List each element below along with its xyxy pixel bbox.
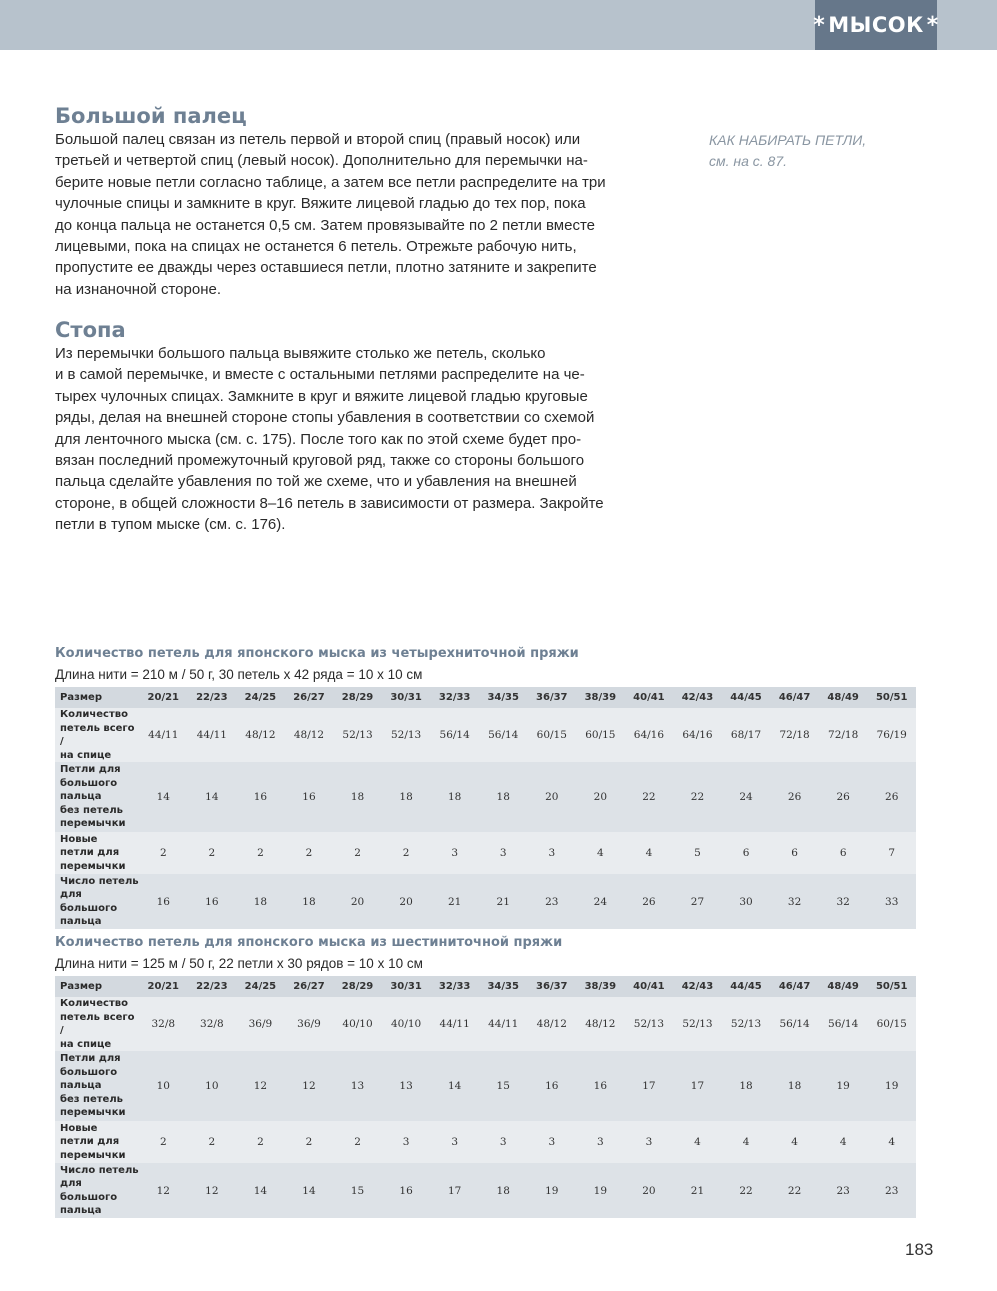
size-header: 22/23 xyxy=(196,981,228,992)
table-cell: 56/14 xyxy=(439,729,470,741)
table-cell: 16 xyxy=(253,791,268,803)
row-label-line: Петли для xyxy=(60,764,121,776)
table-cell: 3 xyxy=(451,847,458,859)
row-label-line: пальца xyxy=(60,916,102,927)
table-cell: 23 xyxy=(836,1184,850,1197)
side-note xyxy=(709,130,866,172)
size-header: 32/33 xyxy=(438,981,471,992)
table-row xyxy=(55,708,916,762)
size-header: 40/41 xyxy=(633,981,665,992)
size-header: 42/43 xyxy=(681,692,714,703)
table-cell: 18 xyxy=(496,791,510,803)
table-cell: 20 xyxy=(642,1184,656,1197)
thumb-paragraph xyxy=(55,129,635,300)
table-row xyxy=(55,1163,916,1218)
table-cell: 26 xyxy=(836,791,850,803)
row-label-line: Число петель xyxy=(60,1164,139,1176)
table-cell: 18 xyxy=(253,895,268,908)
table-cell: 19 xyxy=(885,1080,899,1092)
row-label-line: пальца xyxy=(60,1080,102,1092)
table-cell: 2 xyxy=(159,847,167,859)
table-cell: 30 xyxy=(739,895,753,908)
row-label-line: петли для xyxy=(60,847,120,859)
table-cell: 17 xyxy=(642,1080,656,1092)
table-cell: 3 xyxy=(548,1136,556,1148)
table-cell: 16 xyxy=(545,1080,559,1092)
size-header: 30/31 xyxy=(390,981,422,992)
table-cell: 21 xyxy=(690,1184,705,1197)
table-cell: 10 xyxy=(156,1080,170,1092)
row-label-line: перемычки xyxy=(60,1149,126,1161)
table-cell: 23 xyxy=(545,895,559,908)
table-cell: 18 xyxy=(399,791,413,803)
table-cell: 15 xyxy=(350,1184,365,1197)
table-cell: 16 xyxy=(399,1184,413,1197)
table-cell: 64/16 xyxy=(682,729,713,741)
table-cell: 48/12 xyxy=(293,729,325,741)
row-label-line: петель всего / xyxy=(60,1011,135,1036)
size-header: 28/29 xyxy=(341,981,374,992)
text-line: Большой палец связан из петель первой и второй спиц (правый носок) или xyxy=(55,131,581,148)
table-cell: 18 xyxy=(739,1080,753,1092)
table-cell: 52/13 xyxy=(342,729,373,741)
table-cell: 3 xyxy=(645,1136,653,1148)
table-cell: 4 xyxy=(694,1136,701,1148)
table-cell: 36/9 xyxy=(297,1018,321,1030)
table-cell: 52/13 xyxy=(390,729,422,741)
text-line: на изнаночной стороне. xyxy=(55,280,221,298)
section-tag xyxy=(815,0,937,50)
row-label-line: Количество xyxy=(60,998,128,1009)
row-label-line: Новые xyxy=(60,1122,98,1134)
size-header: 34/35 xyxy=(487,981,519,992)
table-cell: 18 xyxy=(447,791,462,803)
table-cell: 33 xyxy=(885,895,899,908)
size-header: 26/27 xyxy=(293,981,325,992)
table-cell: 12 xyxy=(205,1184,219,1197)
row-label xyxy=(55,874,139,929)
row-label xyxy=(55,1121,139,1163)
foot-heading: Стопа xyxy=(55,318,126,342)
table-cell: 40/10 xyxy=(342,1018,373,1030)
table-cell: 72/18 xyxy=(779,729,810,741)
row-label xyxy=(55,1051,139,1121)
size-header: 42/43 xyxy=(681,981,714,992)
table-subtitle: Длина нити = 210 м / 50 г, 30 петель x 42 ряда = 10 x 10 см xyxy=(55,667,423,682)
table-cell: 27 xyxy=(690,895,705,908)
text-line: и в самой перемычке, и вместе с остальными петлями распределите на че- xyxy=(55,366,585,384)
table-cell: 12 xyxy=(302,1080,316,1092)
table-cell: 16 xyxy=(593,1080,608,1092)
table-cell: 20 xyxy=(593,791,608,803)
table-cell: 16 xyxy=(156,895,170,908)
size-header: 32/33 xyxy=(438,692,471,703)
table-cell: 14 xyxy=(205,791,219,803)
size-header: 36/37 xyxy=(536,692,568,703)
text-line: стороне, в общей сложности 8–16 петель в зависимости от размера. Закройте xyxy=(55,494,604,512)
table-cell: 19 xyxy=(545,1184,559,1197)
table-cell: 3 xyxy=(597,1136,604,1148)
table-row xyxy=(55,1051,916,1121)
text-line: для ленточного мыска (см. с. 175). После того как по этой схеме будет про- xyxy=(55,430,582,448)
table-cell: 20 xyxy=(350,895,365,908)
table-cell: 44/11 xyxy=(196,729,227,741)
table-cell: 48/12 xyxy=(585,1018,616,1030)
table-cell: 64/16 xyxy=(633,729,665,741)
table-row xyxy=(55,762,916,832)
table-cell: 56/14 xyxy=(488,729,519,741)
table-cell: 72/18 xyxy=(828,729,859,741)
table-title: Количество петель для японского мыска из четырехниточной пряжи xyxy=(55,646,579,661)
row-label-line: Петли для xyxy=(60,1053,121,1065)
side-note-line: КАК НАБИРАТЬ ПЕТЛИ, xyxy=(709,132,867,148)
table-cell: 7 xyxy=(888,847,896,859)
page-number: 183 xyxy=(905,1240,934,1259)
size-header: 24/25 xyxy=(244,692,277,703)
size-header: 46/47 xyxy=(778,981,811,992)
table-row xyxy=(55,874,916,929)
row-label-line: петель всего / xyxy=(60,722,135,747)
star-icon: * xyxy=(926,12,939,38)
table-cell: 4 xyxy=(839,1136,847,1148)
table-cell: 6 xyxy=(742,847,750,859)
row-label-line: перемычки xyxy=(60,1107,126,1119)
size-header: 36/37 xyxy=(536,981,568,992)
table-cell: 32 xyxy=(836,895,850,908)
table-cell: 4 xyxy=(888,1136,896,1148)
table-cell: 52/13 xyxy=(682,1018,713,1030)
row-label-line: для большого xyxy=(60,889,118,914)
size-header: 48/49 xyxy=(827,692,859,703)
table-cell: 26 xyxy=(885,791,899,803)
row-label-line: перемычки xyxy=(60,860,126,872)
size-header: 50/51 xyxy=(875,692,908,703)
header-label: Размер xyxy=(60,980,103,992)
table-cell: 17 xyxy=(447,1184,462,1197)
row-label xyxy=(55,762,139,832)
table-cell: 3 xyxy=(499,847,507,859)
row-label-line: без петель xyxy=(60,1093,123,1105)
table-cell: 14 xyxy=(302,1184,316,1197)
table-cell: 22 xyxy=(739,1184,753,1197)
size-header: 26/27 xyxy=(293,692,325,703)
table-cell: 32/8 xyxy=(200,1018,224,1030)
table-cell: 21 xyxy=(496,895,510,908)
table-cell: 32 xyxy=(787,895,802,908)
size-header: 46/47 xyxy=(778,692,811,703)
table-cell: 56/14 xyxy=(828,1018,859,1030)
row-label-line: Число петель xyxy=(60,875,139,887)
table-cell: 12 xyxy=(253,1080,268,1092)
size-header: 48/49 xyxy=(827,981,859,992)
table-title: Количество петель для японского мыска из шестиниточной пряжи xyxy=(55,935,563,950)
table-cell: 2 xyxy=(402,847,410,859)
size-header: 50/51 xyxy=(875,981,908,992)
table-cell: 44/11 xyxy=(488,1018,519,1030)
table-cell: 22 xyxy=(690,791,705,803)
row-label xyxy=(55,708,139,762)
table-cell: 68/17 xyxy=(730,729,762,741)
table-cell: 60/15 xyxy=(585,729,616,741)
size-header: 28/29 xyxy=(341,692,374,703)
table-cell: 44/11 xyxy=(439,1018,470,1030)
row-label xyxy=(55,1163,139,1218)
table-cell: 18 xyxy=(496,1184,510,1197)
thumb-heading: Большой палец xyxy=(55,104,247,128)
table-cell: 2 xyxy=(257,1136,264,1148)
table-cell: 3 xyxy=(451,1136,458,1148)
size-header: 38/39 xyxy=(584,981,617,992)
size-header: 34/35 xyxy=(487,692,519,703)
table-cell: 10 xyxy=(205,1080,219,1092)
size-header: 40/41 xyxy=(633,692,665,703)
text-line: пропустите ее дважды через оставшиеся петли, плотно затяните и закрепите xyxy=(55,259,597,277)
table-cell: 21 xyxy=(447,895,462,908)
table-cell: 4 xyxy=(791,1136,798,1148)
row-label-line: пальца xyxy=(60,791,102,803)
table-cell: 2 xyxy=(208,847,216,859)
table-cell: 24 xyxy=(593,895,608,908)
size-header: 44/45 xyxy=(730,692,762,703)
text-line: лицевыми, пока на спицах не останется 6 петель. Отрежьте рабочую нить, xyxy=(55,238,577,256)
table-row xyxy=(55,832,916,874)
table-cell: 13 xyxy=(350,1080,365,1092)
text-line: петли в тупом мыске (см. с. 176). xyxy=(55,516,286,534)
text-line: Из перемычки большого пальца вывяжите столько же петель, сколько xyxy=(55,345,546,362)
row-label-line: большого xyxy=(60,1066,118,1078)
table-cell: 26 xyxy=(642,895,656,908)
row-label-line: Количество xyxy=(60,709,128,720)
size-header: 30/31 xyxy=(390,692,422,703)
row-label-line: перемычки xyxy=(60,818,126,830)
table-cell: 18 xyxy=(302,895,316,908)
size-header: 22/23 xyxy=(196,692,228,703)
table-cell: 6 xyxy=(839,847,847,859)
text-line: вязан последний промежуточный круговой ряд, также со стороны большого xyxy=(55,452,585,470)
table-cell: 20 xyxy=(399,895,413,908)
table-cell: 2 xyxy=(354,847,361,859)
table-cell: 3 xyxy=(548,847,556,859)
table-cell: 14 xyxy=(156,791,170,803)
text-line: тырех чулочных спицах. Замкните в круг и вяжите лицевой гладью круговые xyxy=(55,387,588,405)
table-header-row xyxy=(55,976,916,997)
side-note-line: см. на с. 87. xyxy=(709,153,787,169)
foot-paragraph xyxy=(55,343,635,536)
table-cell: 14 xyxy=(447,1080,462,1092)
row-label-line: на спице xyxy=(60,1038,112,1050)
text-line: третьей и четвертой спиц (левый носок). Дополнительно для перемычки на- xyxy=(55,152,588,170)
table-subtitle: Длина нити = 125 м / 50 г, 22 петли x 30 рядов = 10 x 10 см xyxy=(55,956,423,971)
text-line: ряды, делая на внешней стороне стопы убавления в соответствии со схемой xyxy=(55,409,595,427)
row-label-line: без петель xyxy=(60,804,123,816)
table-cell: 52/13 xyxy=(730,1018,762,1030)
table-cell: 40/10 xyxy=(390,1018,422,1030)
size-header: 44/45 xyxy=(730,981,762,992)
table-cell: 6 xyxy=(791,847,798,859)
table-cell: 32/8 xyxy=(151,1018,176,1030)
table-row xyxy=(55,997,916,1051)
row-label-line: большого xyxy=(60,777,118,789)
text-line: до конца пальца не останется 0,5 см. Затем провязывайте по 2 петли вместе xyxy=(55,216,595,234)
text-line: пальца сделайте убавления по той же схеме, что и убавления на внешней xyxy=(55,473,577,491)
size-header: 38/39 xyxy=(584,692,617,703)
size-header: 20/21 xyxy=(147,981,180,992)
table-cell: 2 xyxy=(257,847,264,859)
table-cell: 5 xyxy=(694,847,701,859)
table-row xyxy=(55,1121,916,1163)
header-label: Размер xyxy=(60,691,103,703)
table-cell: 22 xyxy=(787,1184,802,1197)
table-cell: 16 xyxy=(205,895,219,908)
table-cell: 18 xyxy=(350,791,365,803)
table-cell: 4 xyxy=(645,847,653,859)
size-header: 20/21 xyxy=(147,692,180,703)
table-cell: 22 xyxy=(642,791,656,803)
table-cell: 44/11 xyxy=(148,729,179,741)
stitch-table xyxy=(55,687,916,929)
stitch-table xyxy=(55,976,916,1218)
table-cell: 24 xyxy=(739,791,753,803)
row-label-line: на спице xyxy=(60,749,112,761)
row-label-line: Новые xyxy=(60,833,98,845)
table-cell: 23 xyxy=(885,1184,899,1197)
section-tag-label: МЫСОК xyxy=(828,13,924,37)
table-cell: 14 xyxy=(253,1184,268,1197)
size-header: 24/25 xyxy=(244,981,277,992)
row-label-line: для большого xyxy=(60,1178,118,1203)
table-cell: 26 xyxy=(787,791,802,803)
table-cell: 60/15 xyxy=(536,729,567,741)
table-cell: 20 xyxy=(545,791,559,803)
table-cell: 15 xyxy=(496,1080,510,1092)
table-cell: 48/12 xyxy=(245,729,276,741)
row-label xyxy=(55,832,139,874)
table-cell: 19 xyxy=(836,1080,850,1092)
table-cell: 4 xyxy=(742,1136,750,1148)
table-cell: 2 xyxy=(354,1136,361,1148)
table-cell: 12 xyxy=(156,1184,170,1197)
table-cell: 19 xyxy=(593,1184,608,1197)
table-cell: 2 xyxy=(305,1136,313,1148)
table-cell: 4 xyxy=(597,847,604,859)
table-cell: 16 xyxy=(302,791,316,803)
text-line: чулочные спицы и замкните в круг. Вяжите лицевой гладью до тех пор, пока xyxy=(55,195,586,213)
row-label-line: пальца xyxy=(60,1205,102,1216)
table-header-row xyxy=(55,687,916,708)
table-cell: 17 xyxy=(690,1080,705,1092)
table-cell: 36/9 xyxy=(248,1018,273,1030)
table-cell: 13 xyxy=(399,1080,413,1092)
table-cell: 3 xyxy=(402,1136,410,1148)
row-label xyxy=(55,997,139,1051)
table-cell: 18 xyxy=(787,1080,802,1092)
table-cell: 2 xyxy=(305,847,313,859)
table-cell: 3 xyxy=(499,1136,507,1148)
table-cell: 2 xyxy=(159,1136,167,1148)
table-cell: 48/12 xyxy=(536,1018,567,1030)
text-line: берите новые петли согласно таблице, а затем все петли распределите на три xyxy=(55,173,606,191)
table-cell: 56/14 xyxy=(779,1018,810,1030)
table-cell: 60/15 xyxy=(876,1018,907,1030)
star-icon: * xyxy=(813,12,826,38)
table-cell: 2 xyxy=(208,1136,216,1148)
table-cell: 76/19 xyxy=(876,729,907,741)
row-label-line: петли для xyxy=(60,1136,120,1148)
table-cell: 52/13 xyxy=(633,1018,665,1030)
